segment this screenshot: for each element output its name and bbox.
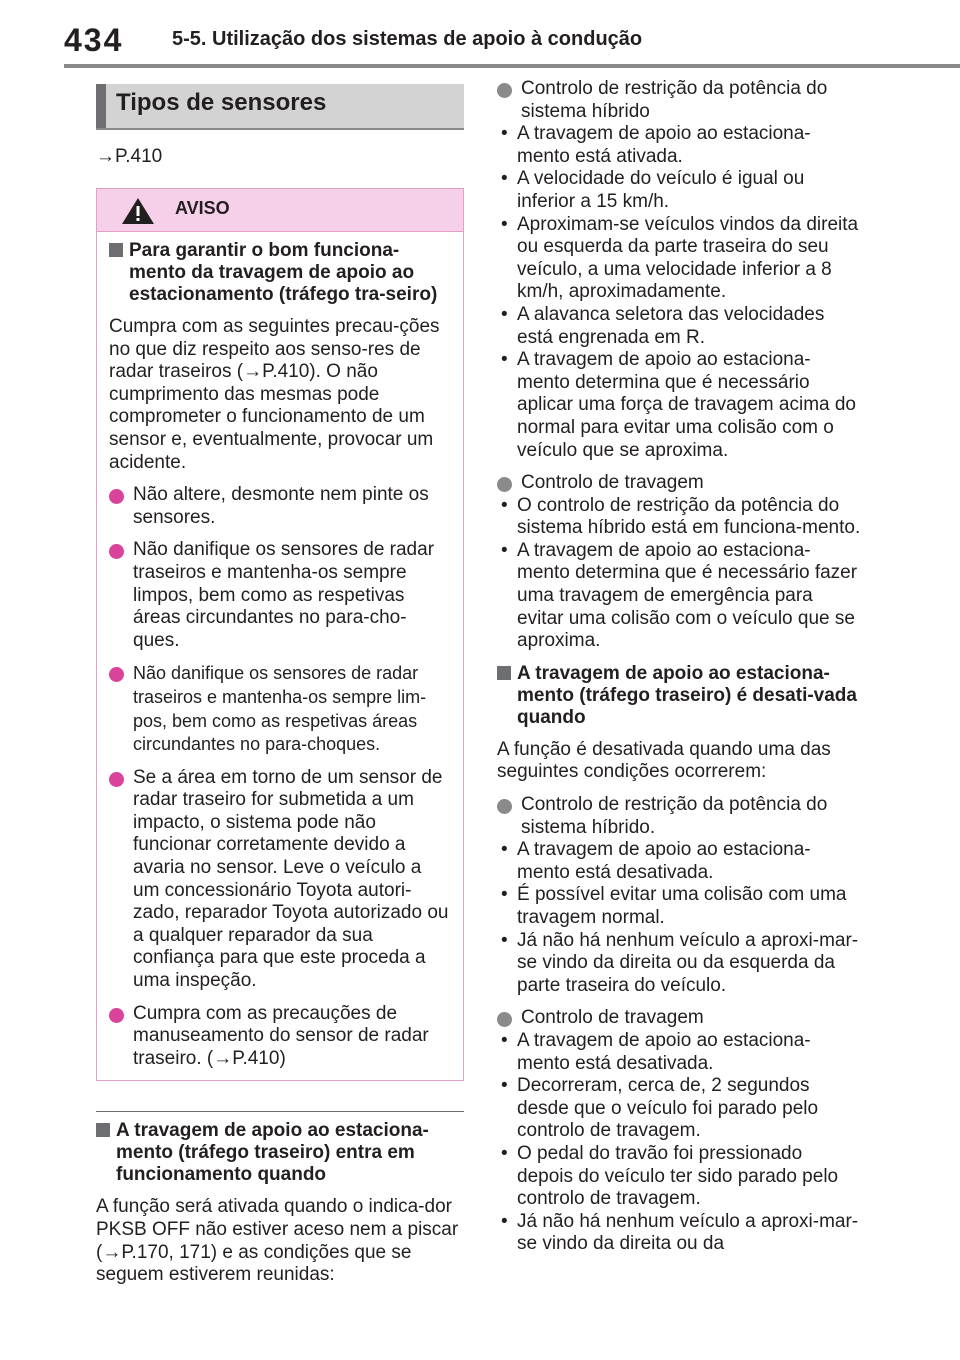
sub-item-text: O controlo de restrição da potência do sistema híbrido está em funciona-mento. [517, 494, 861, 539]
activation-section [96, 1120, 464, 1286]
condition-group [497, 472, 862, 653]
section-title: 5-5. Utilização dos sistemas de apoio à condução [172, 28, 643, 50]
square-bullet-icon [96, 1123, 110, 1137]
warning-bullet-text: Se a área em torno de um sensor de radar traseiro for submetida a um impacto, o sistema pode não funcionar corretamente devido a avaria no sensor. Leve o veículo a um concessionário Toyota autori-zado, reparador Toyota autorizado ou a qualquer reparador da sua confiança para que este proceda a uma inspeção. [133, 766, 449, 992]
sub-item: • A travagem de apoio ao estaciona-mento determina que é necessário aplicar uma força de travagem acima do normal para evitar uma colisão com o veículo que se aproxima. [501, 349, 856, 461]
sub-item-text: Decorreram, cerca de, 2 segundos desde que o veículo foi parado pelo controlo de travagem. [517, 1075, 819, 1142]
condition-bullet-text: Controlo de travagem [521, 472, 704, 494]
warning-title: AVISO [175, 198, 230, 218]
condition-bullet [497, 472, 862, 495]
sub-item-text: Já não há nenhum veículo a aproxi-mar-se vindo da direita ou da [517, 1210, 859, 1255]
gray-dot-icon [497, 799, 512, 814]
sub-item-text: A alavanca seletora das velocidades está engrenada em R. [517, 303, 825, 348]
left-column [96, 84, 464, 1297]
condition-bullet-text: Controlo de restrição da potência do sistema híbrido [521, 78, 828, 122]
sub-item: • A travagem de apoio ao estaciona-mento está ativada. [501, 123, 811, 167]
sub-item-text: A travagem de apoio ao estaciona-mento determina que é necessário fazer uma travagem de emergência para evitar uma colisão com o veículo que se aproxima. [517, 539, 858, 652]
deactivation-heading-text: A travagem de apoio ao estaciona-mento (tráfego traseiro) é desati-vada quando [517, 662, 857, 728]
pink-dot-icon [109, 489, 124, 504]
sub-item: • A travagem de apoio ao estaciona-mento determina que é necessário fazer uma travagem de emergência para evitar uma colisão com o veículo que se aproxima. [501, 539, 858, 652]
activation-heading [96, 1120, 464, 1186]
sub-item-text: A velocidade do veículo é igual ou inferior a 15 km/h. [517, 168, 805, 212]
warning-header [97, 189, 463, 232]
gray-dot-icon [497, 1012, 512, 1027]
sub-item: • Já não há nenhum veículo a aproxi-mar-se vindo da direita ou da [501, 1210, 859, 1255]
header-rule [64, 64, 960, 68]
sub-item: • O controlo de restrição da potência do sistema híbrido está em funciona-mento. [501, 494, 861, 539]
condition-group [497, 78, 862, 462]
warning-intro: Cumpra com as seguintes precau-ções no que diz respeito aos senso-res de radar traseiros (→P.410). O não cumprimento das mesmas pode comprometer o funcionamento de um sensor e, eventualmente, provocar um acidente. [109, 316, 440, 473]
sub-item: • A alavanca seletora das velocidades está engrenada em R. [501, 303, 825, 348]
sub-item: • Decorreram, cerca de, 2 segundos desde que o veículo foi parado pelo controlo de travagem. [501, 1075, 819, 1142]
sub-item: • A travagem de apoio ao estaciona-mento está desativada. [501, 1029, 811, 1074]
pink-dot-icon [109, 667, 124, 682]
warning-bullet [109, 767, 451, 993]
sub-item: • Aproximam-se veículos vindos da direita ou esquerda da parte traseira do seu veículo, a uma velocidade inferior a 8 km/h, aproximadamente. [501, 213, 859, 303]
page-reference: →P.410 [96, 146, 163, 167]
condition-group [497, 1007, 862, 1256]
condition-bullet [497, 78, 862, 123]
activation-heading-text: A travagem de apoio ao estaciona-mento (tráfego traseiro) entra em funcionamento quando [116, 1120, 429, 1186]
warning-bullet [109, 1003, 451, 1071]
right-column [497, 78, 862, 1266]
section-heading: Tipos de sensores [116, 89, 327, 116]
sub-item-text: A travagem de apoio ao estaciona-mento está desativada. [517, 1029, 811, 1074]
sub-item-text: É possível evitar uma colisão com uma travagem normal. [517, 884, 847, 928]
warning-bullet-text: Não danifique os sensores de radar traseiros e mantenha-os sempre limpos, bem como as respetivas áreas circundantes no para-cho-ques. [133, 539, 435, 651]
condition-bullet-text: Controlo de restrição da potência do sistema híbrido. [521, 794, 828, 838]
section-heading-box [96, 84, 464, 128]
sub-item-text: O pedal do travão foi pressionado depois do veículo ter sido parado pelo controlo de travagem. [517, 1142, 839, 1210]
square-bullet-icon [497, 666, 511, 680]
sub-item: • A velocidade do veículo é igual ou inferior a 15 km/h. [501, 168, 805, 212]
section-heading-rule [96, 128, 464, 130]
warning-body [97, 232, 463, 1080]
sub-item-text: Já não há nenhum veículo a aproxi-mar-se vindo da direita ou da esquerda da parte traseira do veículo. [517, 929, 859, 996]
divider [96, 1111, 464, 1112]
warning-bullet-text: Cumpra com as precauções de manuseamento do sensor de radar traseiro. (→P.410) [133, 1002, 429, 1069]
sub-item: • O pedal do travão foi pressionado depois do veículo ter sido parado pelo controlo de travagem. [501, 1142, 839, 1210]
warning-bullet-text: Não altere, desmonte nem pinte os sensores. [133, 484, 429, 528]
sub-item: • Já não há nenhum veículo a aproxi-mar-se vindo da direita ou da esquerda da parte traseira do veículo. [501, 929, 859, 996]
square-bullet-icon [109, 243, 123, 257]
page-header [64, 22, 960, 62]
sub-item: • A travagem de apoio ao estaciona-mento está desativada. [501, 839, 811, 883]
condition-bullet-text: Controlo de travagem [521, 1007, 704, 1029]
sub-item-text: A travagem de apoio ao estaciona-mento está ativada. [517, 123, 811, 167]
pink-dot-icon [109, 772, 124, 787]
warning-bullet [109, 484, 451, 529]
warning-subheading-text: Para garantir o bom funciona-mento da travagem de apoio ao estacionamento (tráfego tra-seiro) [129, 240, 438, 305]
warning-triangle-icon [121, 197, 155, 225]
activation-text: A função será ativada quando o indica-dor PKSB OFF não estiver aceso nem a piscar (→P.170, 171) e as condições que se seguem estiverem reunidas: [96, 1196, 459, 1286]
sub-item: • É possível evitar uma colisão com uma travagem normal. [501, 884, 847, 928]
warning-box [96, 188, 464, 1081]
page-number: 434 [64, 22, 124, 58]
condition-group [497, 794, 862, 997]
pink-dot-icon [109, 544, 124, 559]
condition-bullet [497, 794, 862, 839]
warning-bullet-text: Não danifique os sensores de radar traseiros e mantenha-os sempre lim-pos, bem como as respetivas áreas circundantes no para-choques. [133, 663, 427, 755]
deactivation-heading [497, 663, 862, 729]
deactivation-text: A função é desativada quando uma das seguintes condições ocorrerem: [497, 738, 831, 783]
sub-item-text: A travagem de apoio ao estaciona-mento determina que é necessário aplicar uma força de travagem acima do normal para evitar uma colisão com o veículo que se aproxima. [517, 349, 856, 461]
sub-item-text: A travagem de apoio ao estaciona-mento está desativada. [517, 839, 811, 883]
condition-bullet [497, 1007, 862, 1030]
gray-dot-icon [497, 477, 512, 492]
pink-dot-icon [109, 1008, 124, 1023]
warning-bullet [109, 662, 451, 756]
warning-bullet [109, 539, 451, 652]
sub-item-text: Aproximam-se veículos vindos da direita ou esquerda da parte traseira do seu veículo, a uma velocidade inferior a 8 km/h, aproximadamente. [517, 213, 859, 303]
gray-dot-icon [497, 83, 512, 98]
warning-subheading [109, 240, 451, 306]
